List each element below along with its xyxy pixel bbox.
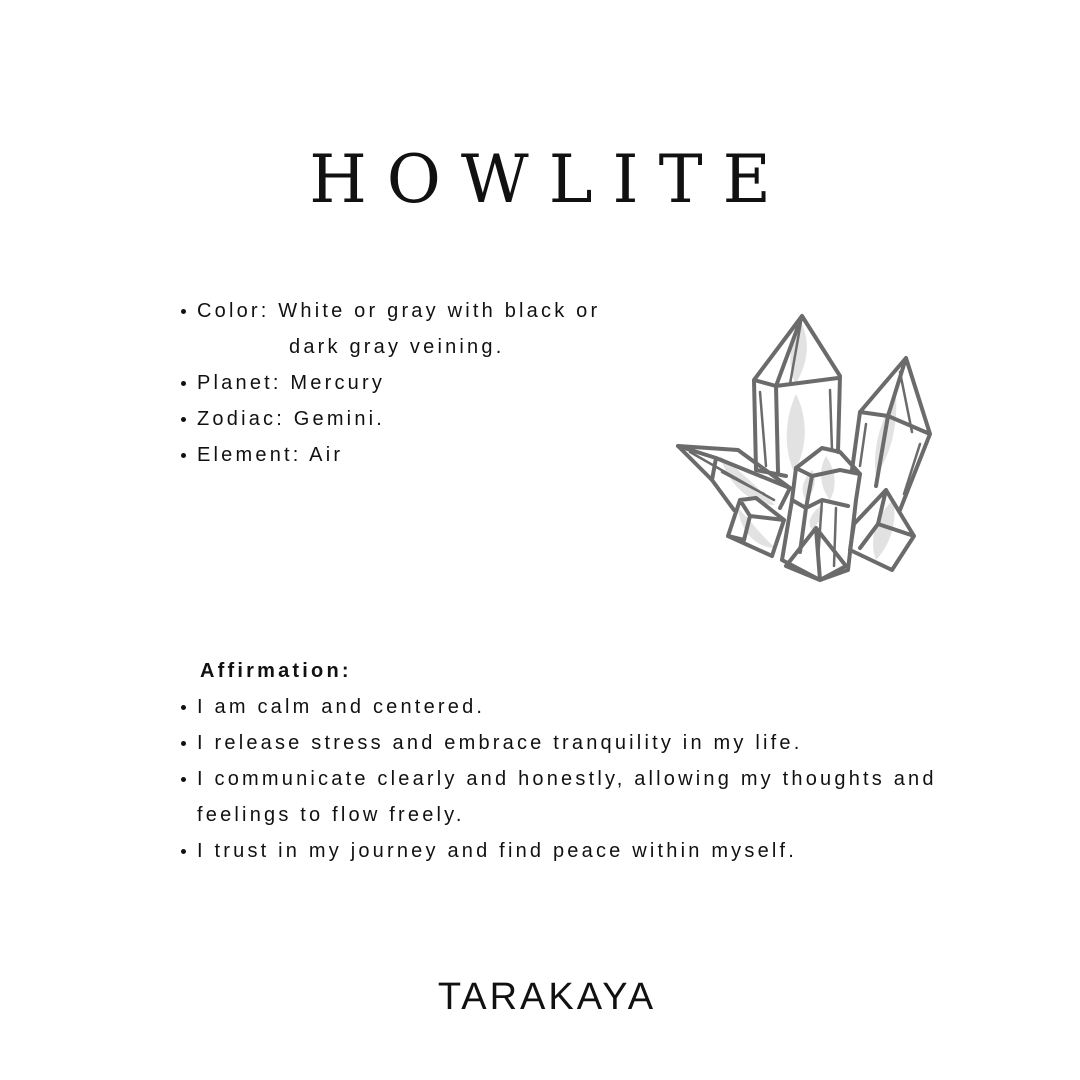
affirmation-heading: Affirmation: <box>200 660 352 682</box>
property-color-text: Color: White or gray with black or <box>197 300 601 322</box>
crystal-cluster-icon <box>672 308 942 590</box>
property-zodiac: Zodiac: Gemini. <box>178 401 678 437</box>
property-color <box>178 293 678 365</box>
property-element: Element: Air <box>178 437 678 473</box>
affirmation-item: I am calm and centered. <box>178 689 978 725</box>
property-planet: Planet: Mercury <box>178 365 678 401</box>
brand-logo-text: TARAKAYA <box>437 976 657 1018</box>
properties-list <box>178 293 678 473</box>
affirmation-item: I release stress and embrace tranquility in my life. <box>178 725 978 761</box>
page-title: HOWLITE <box>309 141 791 218</box>
affirmation-item: I trust in my journey and find peace within myself. <box>178 833 978 869</box>
property-color-continuation: dark gray veining. <box>289 336 505 358</box>
affirmation-item: I communicate clearly and honestly, allowing my thoughts and feelings to flow freely. <box>178 761 978 833</box>
affirmations-list <box>178 689 978 869</box>
